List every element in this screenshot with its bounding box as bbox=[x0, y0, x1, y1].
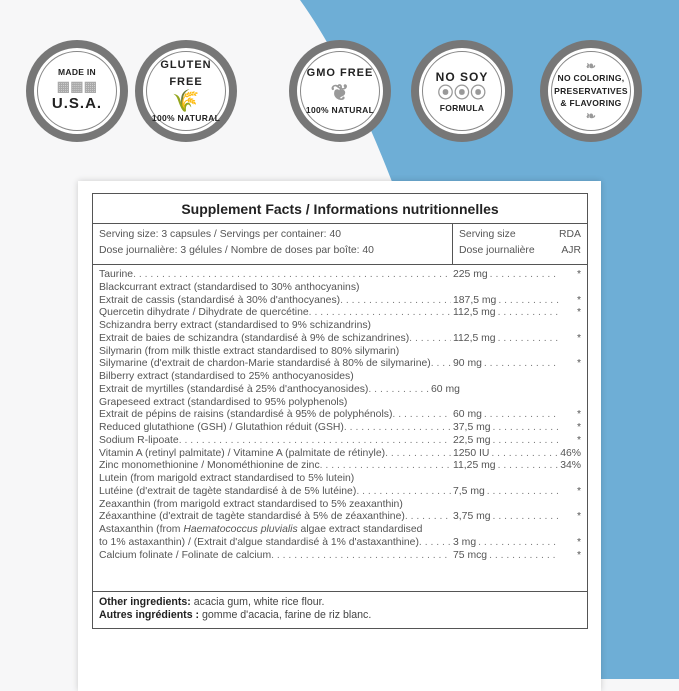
ingredient-row bbox=[99, 295, 581, 308]
other-en: acacia gum, white rice flour. bbox=[190, 596, 325, 608]
ingredient-name: Extrait de myrtilles (standardisé à 25% d'anthocyanosides) bbox=[99, 383, 369, 395]
badge-top-text: GLUTEN FREE bbox=[160, 59, 212, 88]
dot-leader bbox=[179, 435, 451, 448]
ingredient-row bbox=[99, 435, 581, 448]
ingredient-name: Schizandra berry extract (standardised to 9% schizandrins) bbox=[99, 320, 372, 331]
badge-bottom-text: 100% NATURAL bbox=[151, 113, 221, 124]
badge-gmo-free bbox=[289, 40, 391, 142]
ingredient-row bbox=[99, 371, 581, 384]
badge-no-additives bbox=[540, 40, 642, 142]
ingredient-name: Silymarin (from milk thistle extract standardised to 80% silymarin) bbox=[99, 345, 400, 357]
ingredient-amount: 187,5 mg bbox=[453, 294, 497, 306]
ingredient-amount: 112,5 mg bbox=[453, 332, 496, 344]
dot-leader bbox=[320, 460, 451, 473]
ingredient-amount: 112,5 mg bbox=[453, 307, 496, 319]
ingredient-row bbox=[99, 537, 581, 550]
ingredient-row bbox=[99, 422, 581, 435]
ingredient-amount: 60 mg bbox=[453, 409, 482, 421]
ingredient-amount: 3,75 mg bbox=[453, 511, 491, 523]
ingredient-rows bbox=[93, 265, 587, 592]
ingredient-rda: 34% bbox=[560, 460, 581, 472]
dot-leader bbox=[498, 307, 559, 320]
ingredient-row bbox=[99, 486, 581, 499]
dot-leader bbox=[405, 511, 451, 524]
ingredient-row bbox=[99, 524, 581, 537]
ingredient-name: Blackcurrant extract (standardised to 30% anthocyanins) bbox=[99, 281, 360, 293]
dot-leader bbox=[490, 269, 559, 282]
col-rda-fr: AJR bbox=[561, 245, 581, 256]
badge-line: PRESERVATIVES bbox=[554, 85, 628, 96]
dot-leader bbox=[498, 460, 559, 473]
dot-leader bbox=[133, 269, 451, 282]
ingredient-rda: * bbox=[576, 294, 581, 306]
other-fr: gomme d'acacia, farine de riz blanc. bbox=[199, 609, 372, 621]
dot-leader bbox=[431, 358, 451, 371]
ingredient-rda: * bbox=[576, 485, 581, 497]
ingredient-amount: 225 mg bbox=[453, 269, 488, 280]
ingredient-row bbox=[99, 269, 581, 282]
badge-line: & FLAVORING bbox=[560, 98, 622, 109]
name-prefix: Astaxanthin (from bbox=[99, 524, 184, 535]
ingredient-rda: * bbox=[576, 332, 581, 344]
dot-leader bbox=[493, 422, 559, 435]
dot-leader bbox=[498, 333, 559, 346]
ingredient-row bbox=[99, 397, 581, 410]
ingredient-row bbox=[99, 448, 581, 461]
ingredient-rda: * bbox=[576, 434, 581, 446]
ingredient-amount: 60 mg bbox=[431, 383, 460, 395]
badge-gluten-free bbox=[135, 40, 237, 142]
dot-leader bbox=[385, 448, 451, 461]
ingredient-name: to 1% astaxanthin) / (Extrait d'algue standardisé à 1% d'astaxanthine) bbox=[99, 536, 419, 548]
badge-line: NO COLORING, bbox=[557, 72, 625, 83]
ingredient-name: Lutein (from marigold extract standardised to 5% lutein) bbox=[99, 473, 355, 484]
serving-en: Serving size: 3 capsules / Servings per container: 40 bbox=[99, 229, 341, 240]
dot-leader bbox=[484, 358, 559, 371]
dot-leader bbox=[368, 384, 429, 397]
ingredient-row bbox=[99, 333, 581, 346]
badge-top-text: MADE IN bbox=[58, 67, 96, 78]
ingredient-row bbox=[99, 358, 581, 371]
ingredient-rda: 46% bbox=[560, 447, 581, 459]
ingredient-name: Zeaxanthin (from marigold extract standardised to 5% zeaxanthin) bbox=[99, 498, 403, 510]
badge-top-text: GMO FREE bbox=[306, 67, 374, 80]
dot-leader bbox=[491, 448, 559, 461]
ingredient-rda: * bbox=[576, 358, 581, 370]
dot-leader bbox=[419, 537, 451, 550]
serving-fr: Dose journalière: 3 gélules / Nombre de doses par boîte: 40 bbox=[99, 245, 374, 256]
ingredient-name: Zinc monomethionine / Monométhionine de zinc bbox=[99, 460, 320, 472]
ingredient-row bbox=[99, 346, 581, 359]
col-serving-en: Serving size bbox=[459, 229, 516, 240]
dot-leader bbox=[309, 307, 451, 320]
wheat-icon: 🌾 bbox=[172, 88, 200, 114]
other-fr-label: Autres ingrédients : bbox=[99, 609, 200, 621]
dot-leader bbox=[271, 550, 451, 563]
ingredient-amount: 22,5 mg bbox=[453, 434, 491, 446]
ingredient-row bbox=[99, 550, 581, 563]
supplement-facts-card bbox=[78, 181, 601, 691]
ingredient-name: Extrait de baies de schizandra (standardisé à 9% de schizandrines) bbox=[99, 332, 410, 344]
ingredient-name: Calcium folinate / Folinate de calcium bbox=[99, 549, 272, 561]
ingredient-row bbox=[99, 307, 581, 320]
soybean-icon: ⦿⦿⦿ bbox=[437, 84, 487, 102]
ingredient-name: Vitamin A (retinyl palmitate) / Vitamine A (palmitate de rétinyle) bbox=[99, 447, 386, 459]
ingredient-amount: 7,5 mg bbox=[453, 485, 485, 497]
ingredient-row bbox=[99, 409, 581, 422]
ingredient-rda: * bbox=[576, 536, 581, 548]
ingredient-amount: 90 mg bbox=[453, 358, 482, 370]
ingredient-name: Quercetin dihydrate / Dihydrate de quercétine bbox=[99, 307, 309, 319]
dot-leader bbox=[489, 550, 559, 563]
ingredient-rda: * bbox=[576, 422, 581, 433]
serving-info bbox=[93, 224, 587, 265]
ingredient-row bbox=[99, 499, 581, 512]
badge-main-text: U.S.A. bbox=[51, 95, 103, 113]
ingredient-row bbox=[99, 384, 581, 397]
col-rda-en: RDA bbox=[559, 229, 581, 240]
ingredient-amount: 3 mg bbox=[453, 536, 477, 548]
badge-top-text: NO SOY bbox=[435, 69, 489, 84]
ingredient-rda bbox=[559, 384, 581, 397]
ingredient-row bbox=[99, 511, 581, 524]
dot-leader bbox=[484, 409, 559, 422]
ingredient-name: Lutéine (d'extrait de tagète standardisé à de 5% lutéine) bbox=[99, 485, 357, 497]
ingredient-row bbox=[99, 320, 581, 333]
dot-leader bbox=[344, 422, 451, 435]
dot-leader bbox=[478, 537, 559, 550]
ingredient-rda: * bbox=[576, 409, 581, 421]
ingredient-name: Sodium R-lipoate bbox=[99, 434, 179, 446]
dot-leader bbox=[392, 409, 451, 422]
leaf-icon: ❦ bbox=[330, 79, 350, 105]
leaves-icon: ❧ bbox=[585, 109, 597, 124]
ingredient-name: Extrait de cassis (standardisé à 30% d'anthocyanes) bbox=[99, 294, 341, 306]
ingredient-name: Taurine bbox=[99, 269, 134, 280]
ingredient-amount: 11,25 mg bbox=[453, 460, 496, 472]
ingredient-name bbox=[99, 524, 422, 537]
badge-made-in-usa bbox=[26, 40, 128, 142]
ingredient-row bbox=[99, 473, 581, 486]
ingredient-row bbox=[99, 460, 581, 473]
ingredient-rda: * bbox=[576, 511, 581, 523]
other-ingredients bbox=[93, 592, 587, 626]
dot-leader bbox=[493, 511, 559, 524]
ingredient-row bbox=[99, 282, 581, 295]
name-suffix: algae extract standardised bbox=[297, 524, 423, 535]
facts-title: Supplement Facts / Informations nutritionnelles bbox=[93, 194, 587, 224]
ingredient-amount: 37,5 mg bbox=[453, 422, 491, 433]
ingredient-rda: * bbox=[576, 549, 581, 561]
dot-leader bbox=[409, 333, 451, 346]
leaves-icon: ❧ bbox=[585, 58, 597, 73]
ingredient-name: Extrait de pépins de raisins (standardisé à 95% de polyphénols) bbox=[99, 409, 393, 421]
ingredient-name: Reduced glutathione (GSH) / Glutathion réduit (GSH) bbox=[99, 422, 344, 433]
name-italic: Haematococcus pluvialis bbox=[183, 524, 298, 535]
badge-bottom-text: FORMULA bbox=[439, 102, 485, 113]
ingredient-amount: 75 mcg bbox=[453, 549, 488, 561]
badge-bottom-text: 100% NATURAL bbox=[305, 104, 375, 115]
dot-leader bbox=[356, 486, 451, 499]
dot-leader bbox=[487, 486, 559, 499]
dot-leader bbox=[493, 435, 559, 448]
badge-no-soy bbox=[411, 40, 513, 142]
ingredient-rda: * bbox=[576, 307, 581, 319]
dot-leader bbox=[340, 295, 451, 308]
ingredient-name: Grapeseed extract (standardised to 95% polyphenols) bbox=[99, 396, 348, 408]
supplement-facts-table bbox=[92, 193, 588, 629]
dot-leader bbox=[498, 295, 559, 308]
ingredient-rda: * bbox=[576, 269, 581, 280]
col-serving-fr: Dose journalière bbox=[459, 245, 535, 256]
ingredient-amount: 1250 IU bbox=[453, 447, 490, 459]
ingredient-name: Silymarine (d'extrait de chardon-Marie standardisé à 80% de silymarine) bbox=[99, 358, 431, 370]
ingredient-name: Bilberry extract (standardised to 25% anthocyanosides) bbox=[99, 371, 354, 382]
ingredient-name: Zéaxanthine (d'extrait de tagète standardisé à 5% de zéaxanthine) bbox=[99, 511, 405, 523]
other-en-label: Other ingredients: bbox=[99, 596, 191, 608]
usa-flag-map-icon: ▦▦▦ bbox=[56, 78, 98, 95]
